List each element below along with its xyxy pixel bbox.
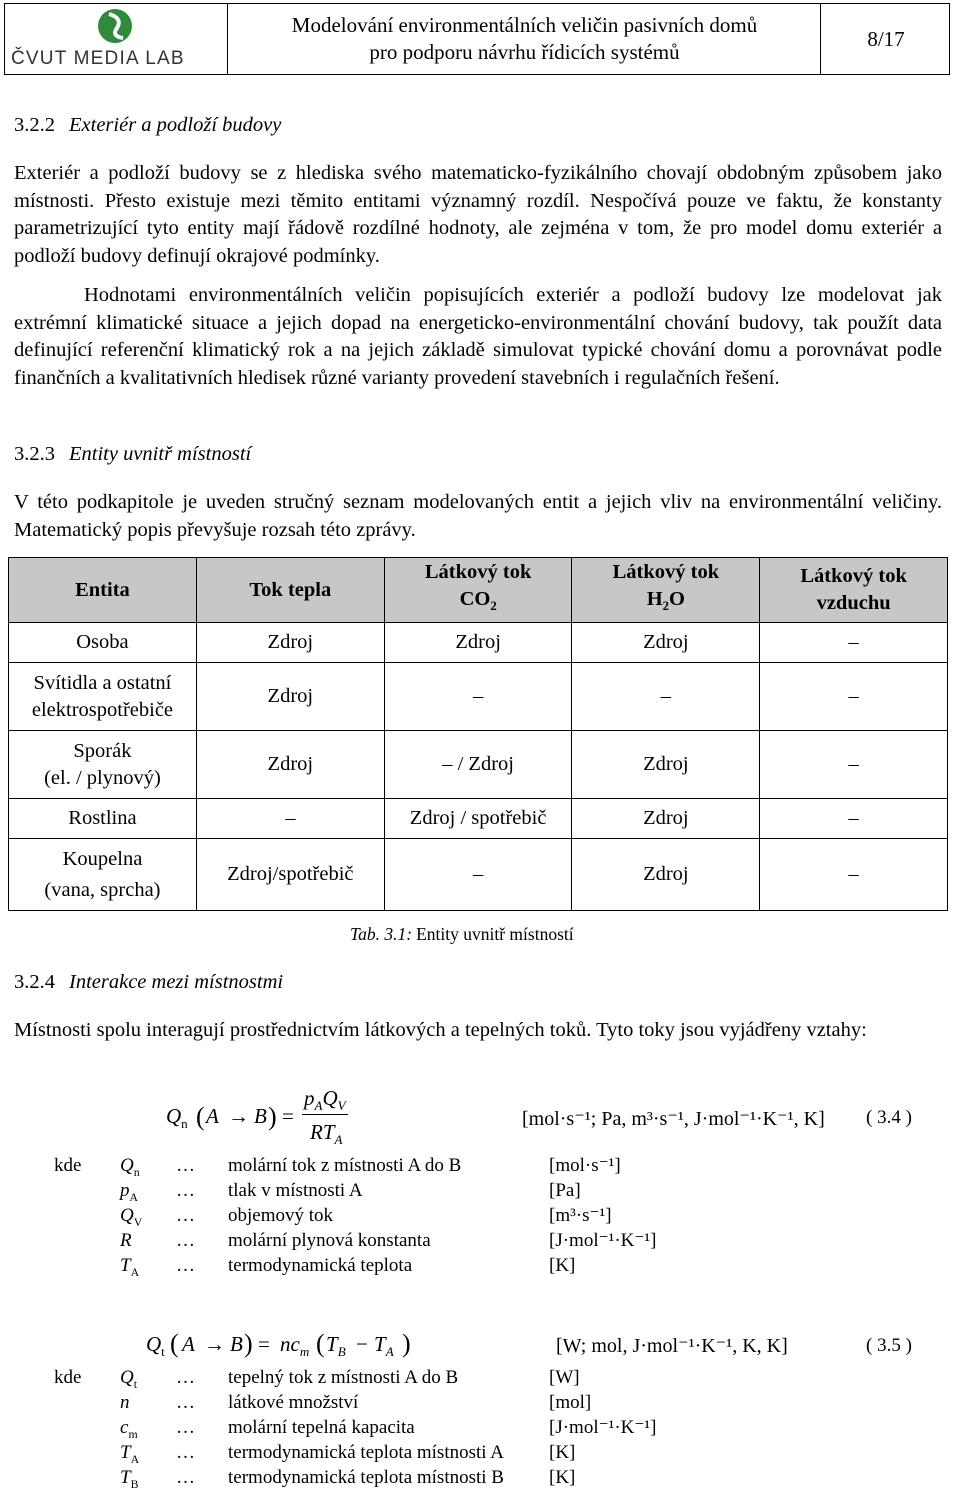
page-header — [4, 3, 950, 75]
cell-line: elektrospotřebiče — [31, 698, 174, 721]
header-line: Látkový tok — [612, 561, 720, 584]
table-cell: Zdroj/spotřebič — [196, 839, 384, 911]
table-cell: Zdroj — [572, 623, 760, 663]
var-desc: tepelný tok z místnosti A do B — [228, 1367, 459, 1388]
page-number: 8/17 — [867, 27, 905, 51]
header-cell — [384, 558, 572, 623]
cell-line: Sporák — [73, 739, 132, 762]
var-unit: [J·mol⁻¹·K⁻¹] — [549, 1230, 657, 1251]
table-cell: Zdroj — [572, 839, 760, 911]
ellipsis: … — [176, 1230, 195, 1251]
entity-table — [8, 557, 948, 911]
logo-text: ČVUT MEDIA LAB — [11, 48, 185, 69]
var-sub: m — [128, 1427, 138, 1441]
equation-3-5-formula: $Q_t$ ( A → B ) = $nc_m$ ( $T_B$ − $T_A$ ) — [146, 1329, 411, 1360]
cell-line: Svítidla a ostatní — [33, 671, 172, 694]
table-caption — [350, 924, 574, 945]
table-cell: – — [760, 839, 948, 911]
table-cell — [9, 731, 197, 799]
section-title: Exteriér a podloží budovy — [69, 114, 282, 136]
header-text: CO — [459, 588, 491, 611]
table-cell: – — [384, 839, 572, 911]
var-sub: n — [133, 1165, 140, 1179]
ellipsis: … — [176, 1417, 195, 1438]
section-number: 3.2.2 — [14, 114, 55, 136]
table-row — [9, 623, 948, 663]
equation-3-5-units: [W; mol, J·mol⁻¹·K⁻¹, K, K] — [556, 1335, 788, 1357]
equation-3-5-number: ( 3.5 ) — [866, 1335, 912, 1356]
var-sub: V — [133, 1215, 143, 1229]
var-sym: Q — [120, 1155, 134, 1176]
var-symbol — [120, 1465, 138, 1497]
ellipsis: … — [176, 1255, 195, 1276]
var-unit: [J·mol⁻¹·K⁻¹] — [549, 1417, 657, 1438]
header-text: H — [646, 588, 663, 611]
paragraph: V této podkapitole je uveden stručný seznam modelovaných entit a jejich vliv na environmentální veličiny. Matematický popis převyšuje rozsah této zprávy. — [14, 491, 942, 541]
var-sub: B — [130, 1477, 139, 1491]
table-cell: Osoba — [9, 623, 197, 663]
var-desc: látkové množství — [228, 1392, 359, 1413]
ellipsis: … — [176, 1367, 195, 1388]
table-row — [9, 731, 948, 799]
var-unit: [mol·s⁻¹] — [549, 1155, 621, 1176]
var-sym: Q — [120, 1205, 134, 1226]
cell-line: Koupelna — [62, 847, 143, 870]
section-number: 3.2.4 — [14, 971, 55, 993]
var-lead: kde — [54, 1155, 82, 1176]
header-cell — [760, 558, 948, 623]
header-line: vzduchu — [816, 592, 891, 614]
logo — [5, 4, 228, 74]
var-desc: molární tepelná kapacita — [228, 1417, 415, 1438]
header-sub: 2 — [662, 599, 670, 614]
table-cell: Zdroj — [384, 623, 572, 663]
header-title-line2: pro podporu návrhu řídicích systémů — [369, 40, 680, 64]
table-cell: – / Zdroj — [384, 731, 572, 799]
table-cell: – — [196, 799, 384, 839]
section-number: 3.2.3 — [14, 443, 55, 465]
equation-3-4-units: [mol·s⁻¹; Pa, m³·s⁻¹, J·mol⁻¹·K⁻¹, K] — [522, 1108, 825, 1130]
paragraph: Hodnotami environmentálních veličin popisujících exteriér a podloží budovy lze modelovat jak extrémní klimatické situace a jejich dopad na energeticko-environmentální chování budovy, tak použít data definující referenční klimatický rok a na jejich základě simulovat typické chování domu a porovnávat podle finančních a kvalitativních hledisek různé varianty provedení stavebních i regulačních řešení. — [14, 284, 942, 389]
paragraph: Místnosti spolu interagují prostřednictvím látkových a tepelných toků. Tyto toky jsou vyjádřeny vztahy: — [14, 1019, 867, 1041]
header-text: O — [669, 588, 685, 611]
var-sub: A — [129, 1190, 138, 1204]
header-cell: Entita — [9, 558, 197, 623]
table-row — [9, 839, 948, 911]
caption-label: Tab. 3.1: — [350, 924, 413, 944]
header-line — [572, 586, 759, 620]
var-sym: n — [120, 1392, 130, 1413]
caption-text: Entity uvnitř místností — [416, 924, 574, 944]
section-heading-323 — [14, 443, 251, 466]
header-line: Látkový tok — [800, 565, 907, 587]
var-unit: [mol] — [549, 1392, 592, 1413]
var-desc: termodynamická teplota — [228, 1255, 413, 1276]
var-sym: p — [120, 1180, 130, 1201]
table-cell: Zdroj / spotřebič — [384, 799, 572, 839]
paragraph: Exteriér a podloží budovy se z hlediska svého matematicko-fyzikálního chovají obdobným způsobem jako místnosti. Přesto existuje mezi těmito entitami významný rozdíl. Nespočívá pouze ve faktu, že konstanty parametrizující tyto entity mají řádově rozdílné hodnoty, ale zejména v tom, že pro model domu exteriér a podloží budovy definují okrajové podmínky. — [14, 162, 942, 267]
var-sym: c — [120, 1417, 129, 1438]
header-cell — [572, 558, 760, 623]
ellipsis: … — [176, 1155, 195, 1176]
table-cell: – — [572, 663, 760, 731]
var-unit: [K] — [549, 1467, 576, 1488]
table-cell: Zdroj — [196, 731, 384, 799]
var-desc: objemový tok — [228, 1205, 334, 1226]
ellipsis: … — [176, 1392, 195, 1413]
var-sym: T — [120, 1442, 131, 1463]
table-cell: Zdroj — [572, 799, 760, 839]
section-heading-324 — [14, 971, 283, 994]
table-cell: Zdroj — [196, 663, 384, 731]
var-desc: molární plynová konstanta — [228, 1230, 431, 1251]
table-cell — [9, 663, 197, 731]
var-sym: T — [120, 1467, 131, 1488]
var-desc: termodynamická teplota místnosti B — [228, 1467, 504, 1488]
table-row — [9, 663, 948, 731]
ellipsis: … — [176, 1467, 195, 1488]
table-header-row — [9, 558, 948, 623]
table-cell: – — [760, 731, 948, 799]
table-cell: – — [760, 799, 948, 839]
leaf-logo-icon — [5, 4, 227, 52]
ellipsis: … — [176, 1180, 195, 1201]
var-sym: R — [120, 1230, 132, 1251]
header-line — [385, 586, 572, 620]
table-cell: Rostlina — [9, 799, 197, 839]
table-cell: – — [384, 663, 572, 731]
ellipsis: … — [176, 1205, 195, 1226]
cell-line: (el. / plynový) — [44, 766, 161, 789]
header-line: Látkový tok — [424, 561, 532, 584]
var-lead: kde — [54, 1367, 82, 1388]
equation-3-4-formula: $Q_n$ ( A → B ) = $p_AQ_V$ $RT_A$ — [166, 1102, 346, 1156]
var-unit: [m³·s⁻¹] — [549, 1205, 612, 1226]
header-cell: Tok tepla — [196, 558, 384, 623]
header-sub: 2 — [490, 599, 497, 614]
var-sub: A — [130, 1265, 140, 1279]
table-cell: Zdroj — [196, 623, 384, 663]
header-title — [229, 4, 821, 74]
equation-3-4-number: ( 3.4 ) — [866, 1107, 912, 1128]
var-symbol — [120, 1253, 139, 1285]
var-desc: molární tok z místnosti A do B — [228, 1155, 462, 1176]
var-unit: [K] — [549, 1442, 576, 1463]
var-unit: [K] — [549, 1255, 576, 1276]
var-sub: A — [130, 1452, 140, 1466]
table-cell: – — [760, 663, 948, 731]
ellipsis: … — [176, 1442, 195, 1463]
section-title: Entity uvnitř místností — [69, 443, 252, 465]
var-unit: [W] — [549, 1367, 580, 1388]
table-row — [9, 799, 948, 839]
table-cell: – — [760, 623, 948, 663]
var-unit: [Pa] — [549, 1180, 581, 1201]
var-sub: t — [133, 1377, 138, 1391]
header-title-line1: Modelování environmentálních veličin pasivních domů — [291, 13, 758, 37]
section-heading-322 — [14, 114, 281, 137]
table-cell — [9, 839, 197, 911]
var-desc: tlak v místnosti A — [228, 1180, 363, 1201]
cell-line: (vana, sprcha) — [44, 878, 161, 901]
table-cell: Zdroj — [572, 731, 760, 799]
section-title: Interakce mezi místnostmi — [69, 971, 284, 993]
var-sym: T — [120, 1255, 131, 1276]
var-sym: Q — [120, 1367, 134, 1388]
var-desc: termodynamická teplota místnosti A — [228, 1442, 504, 1463]
